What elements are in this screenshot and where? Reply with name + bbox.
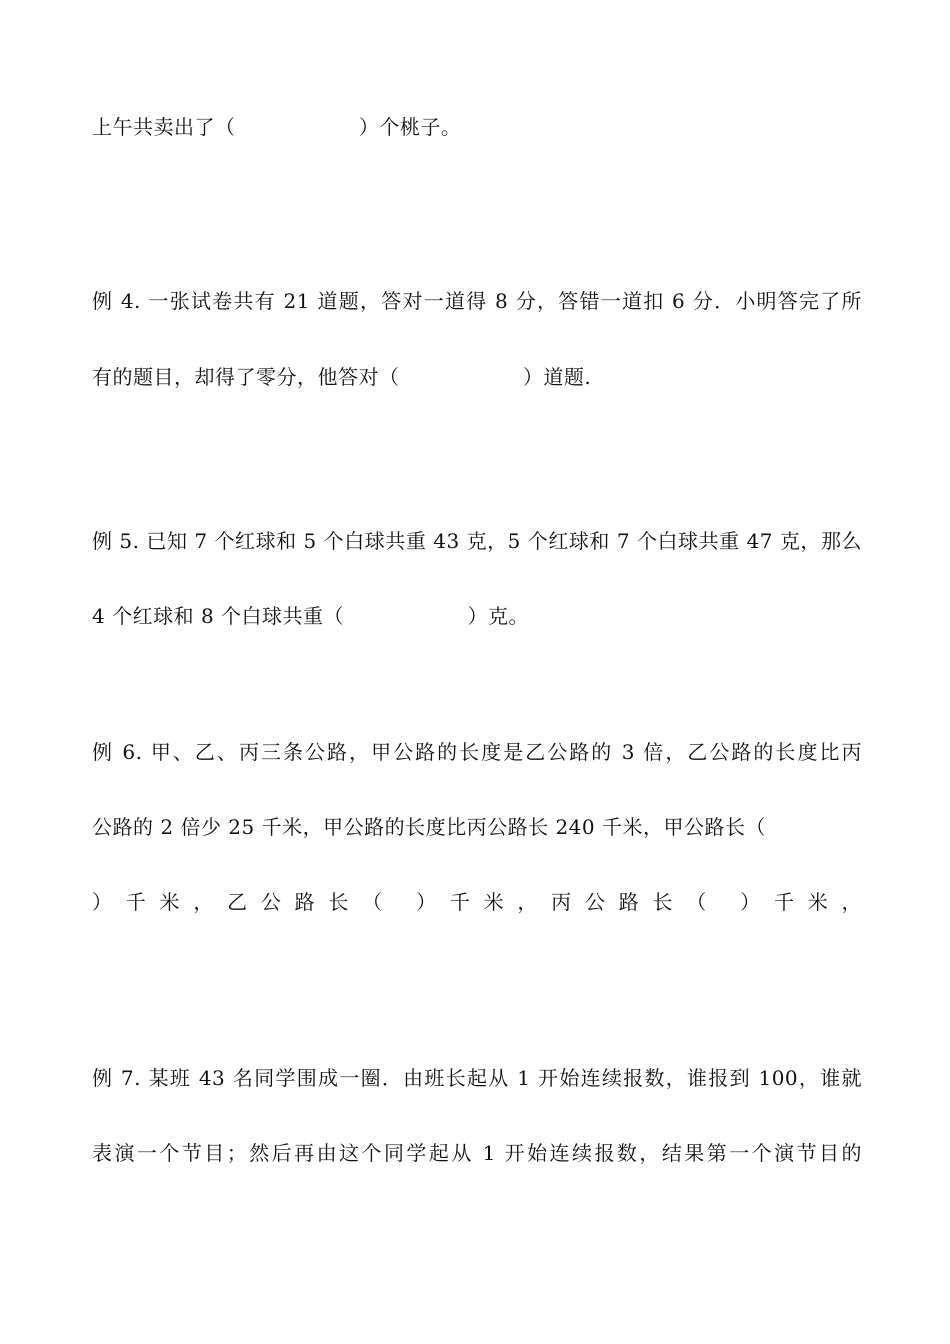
example-7-line-1: 例 7. 某班 43 名同学围成一圈．由班长起从 1 开始连续报数，谁报到 100，谁就 [92,1066,862,1090]
example-4-line-1: 例 4. 一张试卷共有 21 道题，答对一道得 8 分，答错一道扣 6 分．小明答完了所 [92,289,862,313]
example-6-line-3: ）千米，乙公路长（ ）千米，丙公路长（ ）千米， [92,890,862,914]
example-5-line-2: 4 个红球和 8 个白球共重（ ）克。 [92,604,529,628]
text-line-1: 上午共卖出了（ ）个桃子。 [92,115,462,139]
example-6-line-2: 公路的 2 倍少 25 千米，甲公路的长度比丙公路长 240 千米，甲公路长（ [92,815,766,839]
example-7-line-2: 表演一个节目；然后再由这个同学起从 1 开始连续报数，结果第一个演节目的 [92,1141,862,1165]
example-4-line-2: 有的题目，却得了零分，他答对（ ）道题. [92,365,592,389]
example-6-line-1: 例 6. 甲、乙、丙三条公路，甲公路的长度是乙公路的 3 倍，乙公路的长度比丙 [92,740,862,764]
example-5-line-1: 例 5. 已知 7 个红球和 5 个白球共重 43 克，5 个红球和 7 个白球共重 47 克，那么 [92,529,862,553]
